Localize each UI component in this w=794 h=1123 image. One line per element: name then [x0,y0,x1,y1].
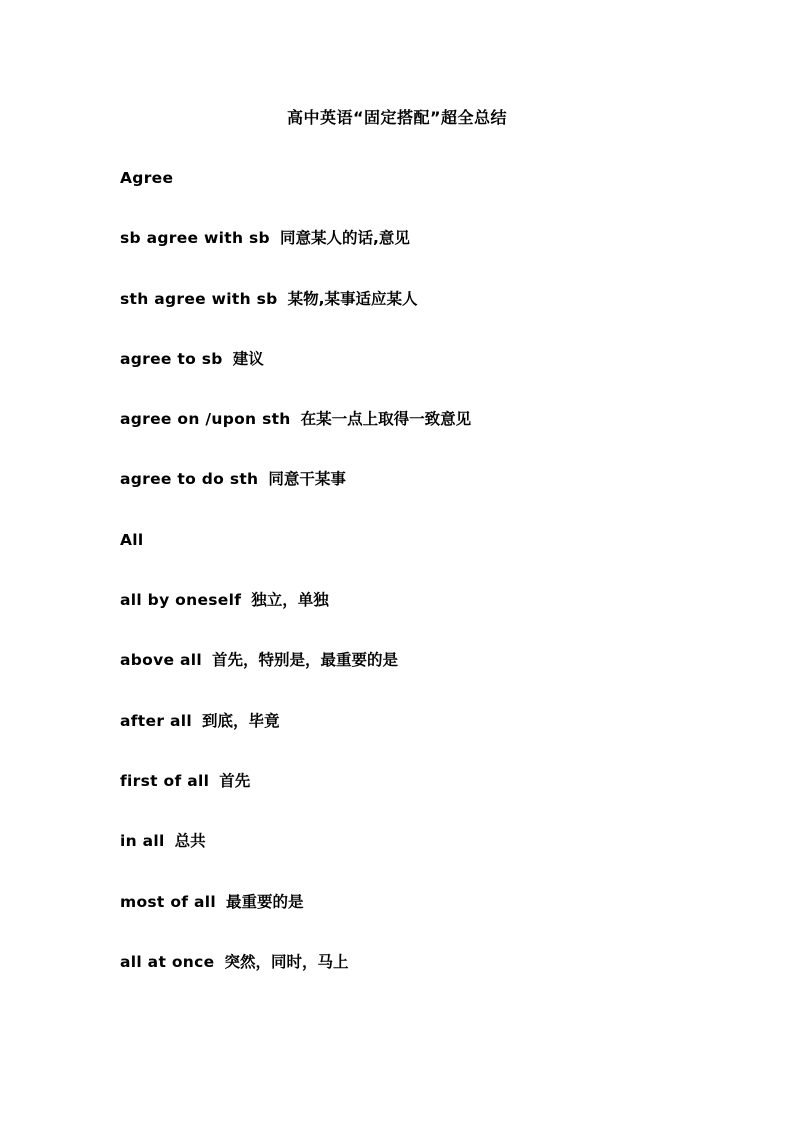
phrase-line [120,228,720,288]
phrase-gloss: 最重要的是 [226,892,304,911]
phrase-term: in all [120,832,165,851]
section-heading-agree [120,168,720,228]
page-title: 高中英语“固定搭配”超全总结 [286,108,508,127]
phrase-line [120,409,720,469]
phrase-term: sb agree with sb [120,229,270,248]
phrase-term: agree to sb [120,349,223,368]
phrase-gloss: 突然，同时，马上 [224,952,349,971]
phrase-line [120,349,720,409]
phrase-gloss: 在某一点上取得一致意见 [300,410,472,429]
phrase-line [120,952,720,1012]
phrase-line [120,289,720,349]
phrase-gloss: 总共 [174,832,206,851]
phrase-term: agree on /upon sth [120,410,291,429]
phrase-gloss: 某物,某事适应某人 [287,289,418,308]
phrase-term: first of all [120,771,210,790]
phrase-line [120,590,720,650]
phrase-line [120,469,720,529]
phrase-gloss: 首先 [219,771,251,790]
phrase-gloss: 建议 [232,349,264,368]
phrase-term: sth agree with sb [120,289,278,308]
phrase-gloss: 同意干某事 [268,470,346,489]
phrase-gloss: 同意某人的话,意见 [279,229,410,248]
phrase-line [120,650,720,710]
phrase-gloss: 独立，单独 [251,591,329,610]
phrase-term: most of all [120,892,217,911]
phrase-line [120,892,720,952]
phrase-term: all at once [120,952,215,971]
phrase-list [120,168,720,1012]
phrase-line [120,771,720,831]
section-heading-all [120,530,720,590]
phrase-gloss: 首先，特别是，最重要的是 [212,651,399,670]
phrase-term: all by oneself [120,591,242,610]
phrase-gloss: 到底，毕竟 [201,711,280,730]
phrase-term: agree to do sth [120,470,259,489]
phrase-term: above all [120,651,203,670]
phrase-line [120,711,720,771]
phrase-term: Agree [120,169,174,187]
phrase-line [120,831,720,891]
phrase-term: All [120,530,144,549]
phrase-term: after all [120,711,192,730]
